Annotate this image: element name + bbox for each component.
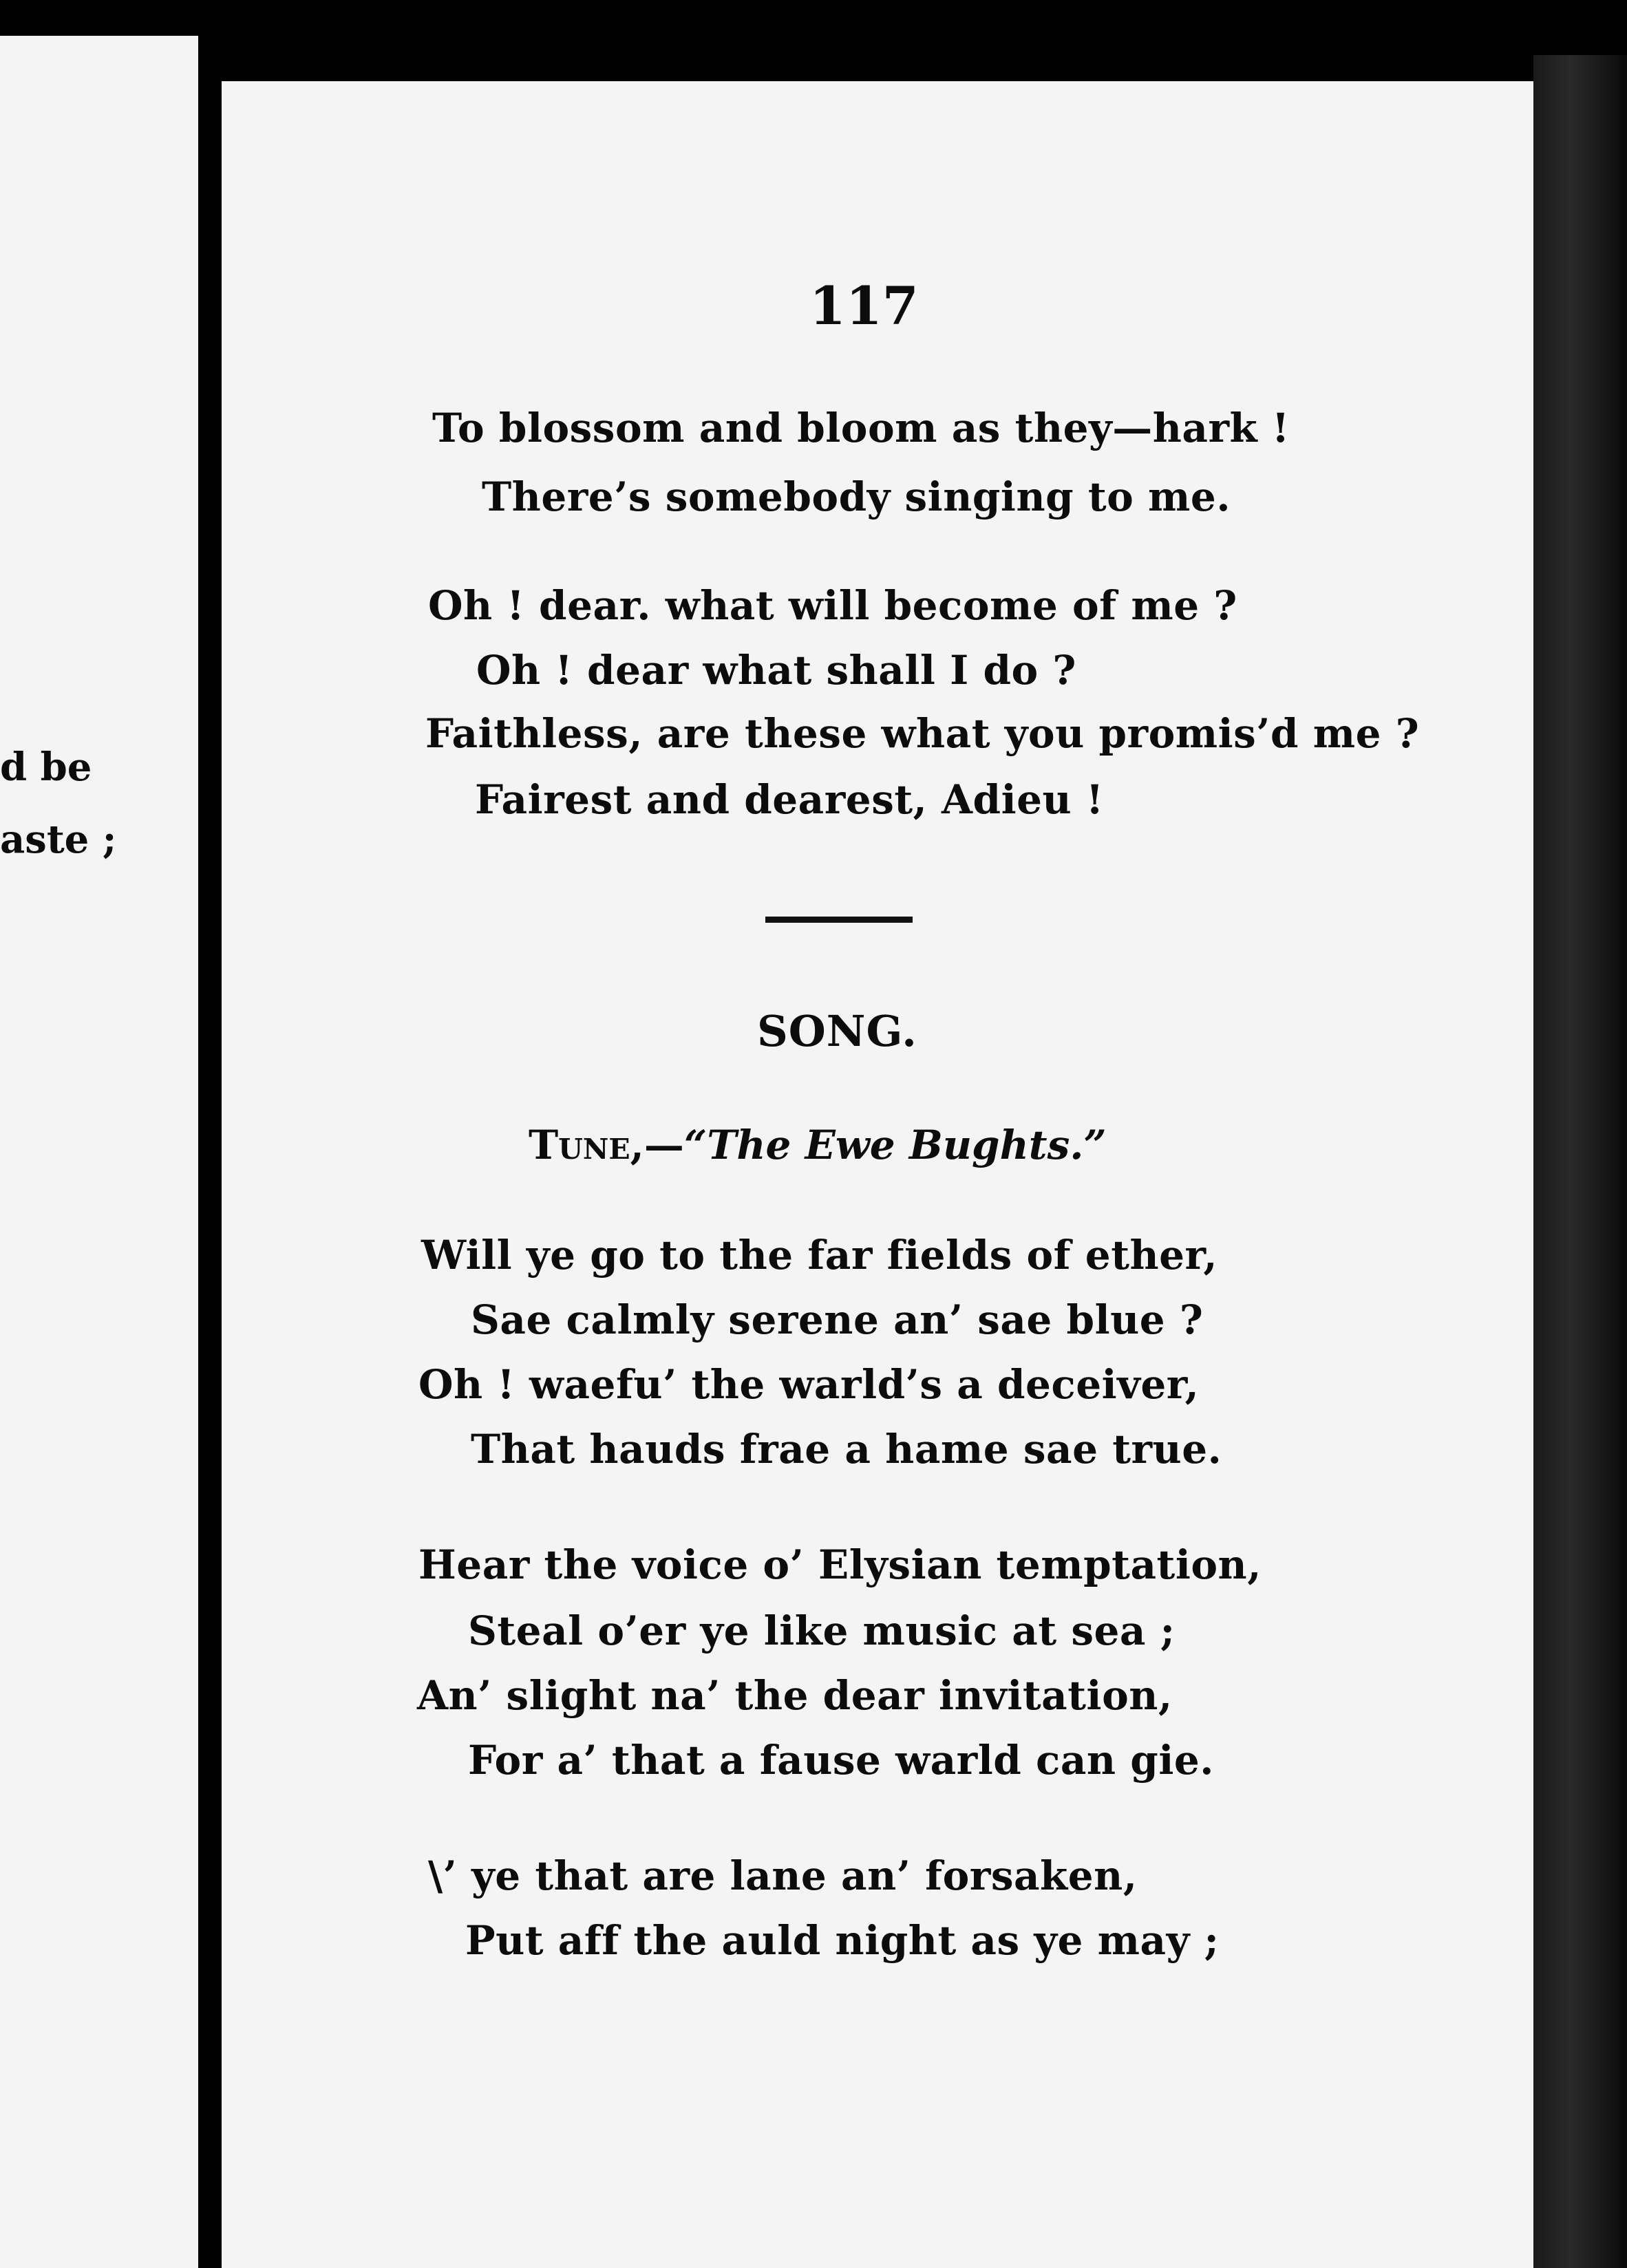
verse-line: There’s somebody singing to me. [482,473,1231,520]
tune-title: “The Ewe Bughts.” [683,1122,1107,1168]
song-heading: SONG. [757,1006,917,1056]
left-page-fragment: d be [0,745,92,790]
verse-line: An’ slight na’ the dear invitation, [417,1672,1173,1719]
left-page [0,36,198,2268]
left-page-fragment: aste ; [0,817,117,862]
tune-line [529,1122,1107,1168]
verse-line: Fairest and dearest, Adieu ! [475,776,1104,823]
book-spine [1533,55,1627,2268]
verse-line: Sae calmly serene an’ sae blue ? [471,1296,1204,1343]
verse-line: Steal o’er ye like music at sea ; [468,1607,1176,1654]
page-number: 117 [809,275,919,336]
verse-line: \’ ye that are lane an’ forsaken, [428,1852,1138,1899]
verse-line: To blossom and bloom as they—hark ! [432,405,1290,451]
book-gutter [198,0,222,2268]
verse-line: Will ye go to the far fields of ether, [421,1232,1218,1279]
verse-line: For a’ that a fause warld can gie. [468,1737,1214,1784]
section-divider [765,917,913,923]
verse-line: Put aff the auld night as ye may ; [465,1917,1220,1964]
verse-line: Oh ! waefu’ the warld’s a deceiver, [418,1361,1200,1408]
verse-line: Oh ! dear. what will become of me ? [428,582,1237,629]
tune-label: Tune,— [529,1122,684,1168]
verse-line: That hauds frae a hame sae true. [471,1426,1222,1473]
verse-line: Faithless, are these what you promis’d me ? [425,710,1420,757]
verse-line: Oh ! dear what shall I do ? [476,647,1076,694]
verse-line: Hear the voice o’ Elysian temptation, [418,1541,1262,1588]
